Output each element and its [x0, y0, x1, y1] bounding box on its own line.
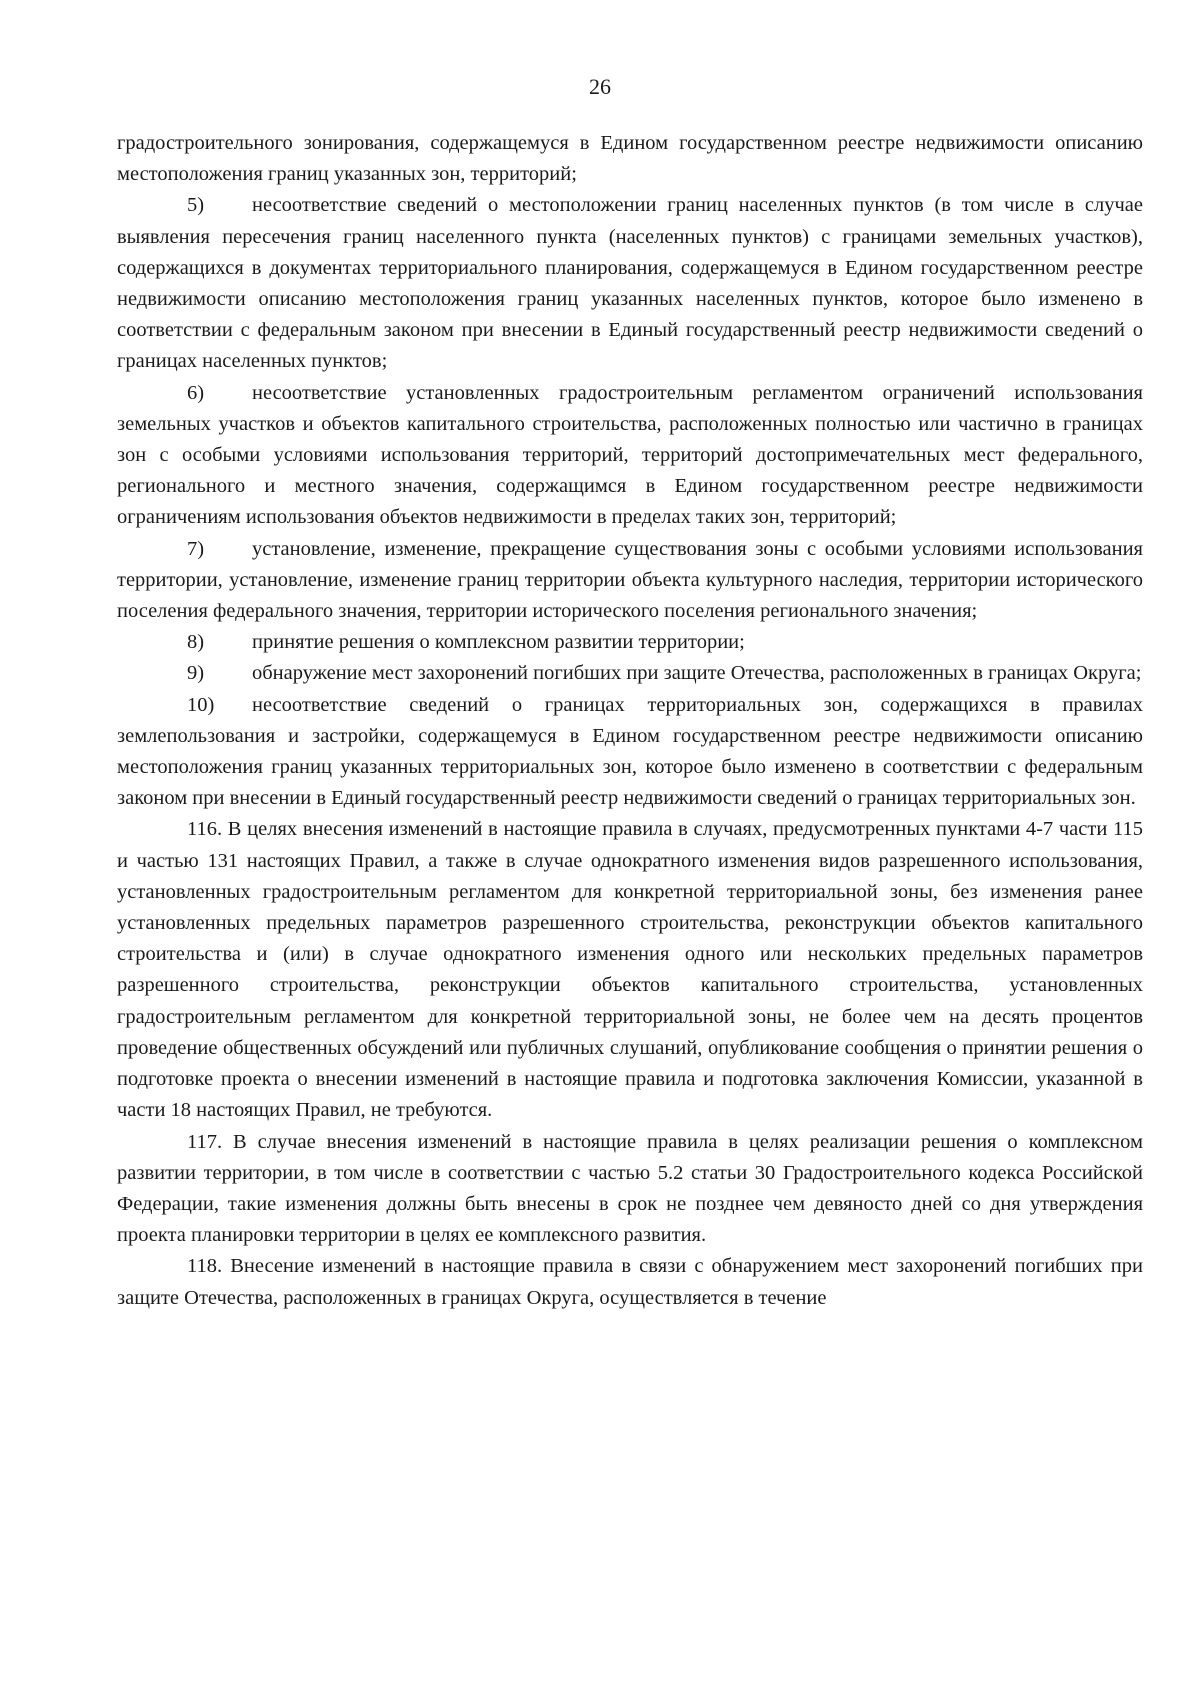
list-item-text: установление, изменение, прекращение существования зоны с особыми условиями использования территории, установление, изменение границ территории объекта культурного наследия, территории исторического поселения федерального значения, территории исторического поселения регионального значения;	[117, 537, 1143, 623]
list-item-text: несоответствие сведений о границах территориальных зон, содержащихся в правилах землепользования и застройки, содержащемуся в Едином государственном реестре недвижимости описанию местоположения границ указанных территориальных зон, которое было изменено в соответствии с федеральным законом при внесении в Единый государственный реестр недвижимости сведений о границах территориальных зон.	[117, 693, 1143, 810]
list-item	[117, 690, 1143, 815]
clause-117: 117. В случае внесения изменений в настоящие правила в целях реализации решения о комплексном развитии территории, в том числе в соответствии с частью 5.2 статьи 30 Градостроительного кодекса Российской Федерации, такие изменения должны быть внесены в срок не позднее чем девяносто дней со дня утверждения проекта планировки территории в целях ее комплексного развития.	[117, 1130, 1143, 1247]
page-number: 26	[589, 74, 611, 99]
list-item-number: 10)	[187, 693, 215, 716]
list-item	[117, 658, 1143, 689]
document-body	[117, 128, 1143, 1314]
list-item-number: 8)	[187, 631, 205, 654]
list-item-text: обнаружение мест захоронений погибших при защите Отечества, расположенных в границах Округа;	[252, 662, 1142, 685]
list-item	[117, 627, 1143, 658]
list-item-text: несоответствие установленных градостроительным регламентом ограничений использования земельных участков и объектов капитального строительства, расположенных полностью или частично в границах зон с особыми условиями использования территорий, территорий достопримечательных мест федерального, регионального и местного значения, содержащимся в Едином государственном реестре недвижимости ограничениям использования объектов недвижимости в пределах таких зон, территорий;	[117, 381, 1143, 529]
list-item-number: 5)	[187, 194, 205, 217]
clause-118: 118. Внесение изменений в настоящие правила в связи с обнаружением мест захоронений погибших при защите Отечества, расположенных в границах Округа, осуществляется в течение	[117, 1255, 1143, 1309]
list-item-number: 7)	[187, 537, 205, 560]
list-item-text: принятие решения о комплексном развитии территории;	[252, 631, 745, 654]
list-item-number: 6)	[187, 381, 205, 404]
list-item	[117, 190, 1143, 377]
list-item	[117, 534, 1143, 628]
list-item	[117, 378, 1143, 534]
clause-116: 116. В целях внесения изменений в настоящие правила в случаях, предусмотренных пунктами 4-7 части 115 и частью 131 настоящих Правил, а также в случае однократного изменения видов разрешенного использования, установленных градостроительным регламентом для конкретной территориальной зоны, без изменения ранее установленных предельных параметров разрешенного строительства, реконструкции объектов капитального строительства и (или) в случае однократного изменения одного или нескольких предельных параметров разрешенного строительства, реконструкции объектов капитального строительства, установленных градостроительным регламентом для конкретной территориальной зоны, не более чем на десять процентов проведение общественных обсуждений или публичных слушаний, опубликование сообщения о принятии решения о подготовке проекта о внесении изменений в настоящие правила и подготовка заключения Комиссии, указанной в части 18 настоящих Правил, не требуются.	[117, 818, 1143, 1122]
list-item-number: 9)	[187, 662, 205, 685]
list-item-text: несоответствие сведений о местоположении границ населенных пунктов (в том числе в случае выявления пересечения границ населенного пункта (населенных пунктов) с границами земельных участков), содержащихся в документах территориального планирования, содержащемуся в Едином государственном реестре недвижимости описанию местоположения границ указанных населенных пунктов, которое было изменено в соответствии с федеральным законом при внесении в Единый государственный реестр недвижимости сведений о границах населенных пунктов;	[117, 194, 1143, 373]
continuation-paragraph: градостроительного зонирования, содержащемуся в Едином государственном реестре недвижимости описанию местоположения границ указанных зон, территорий;	[117, 132, 1143, 186]
